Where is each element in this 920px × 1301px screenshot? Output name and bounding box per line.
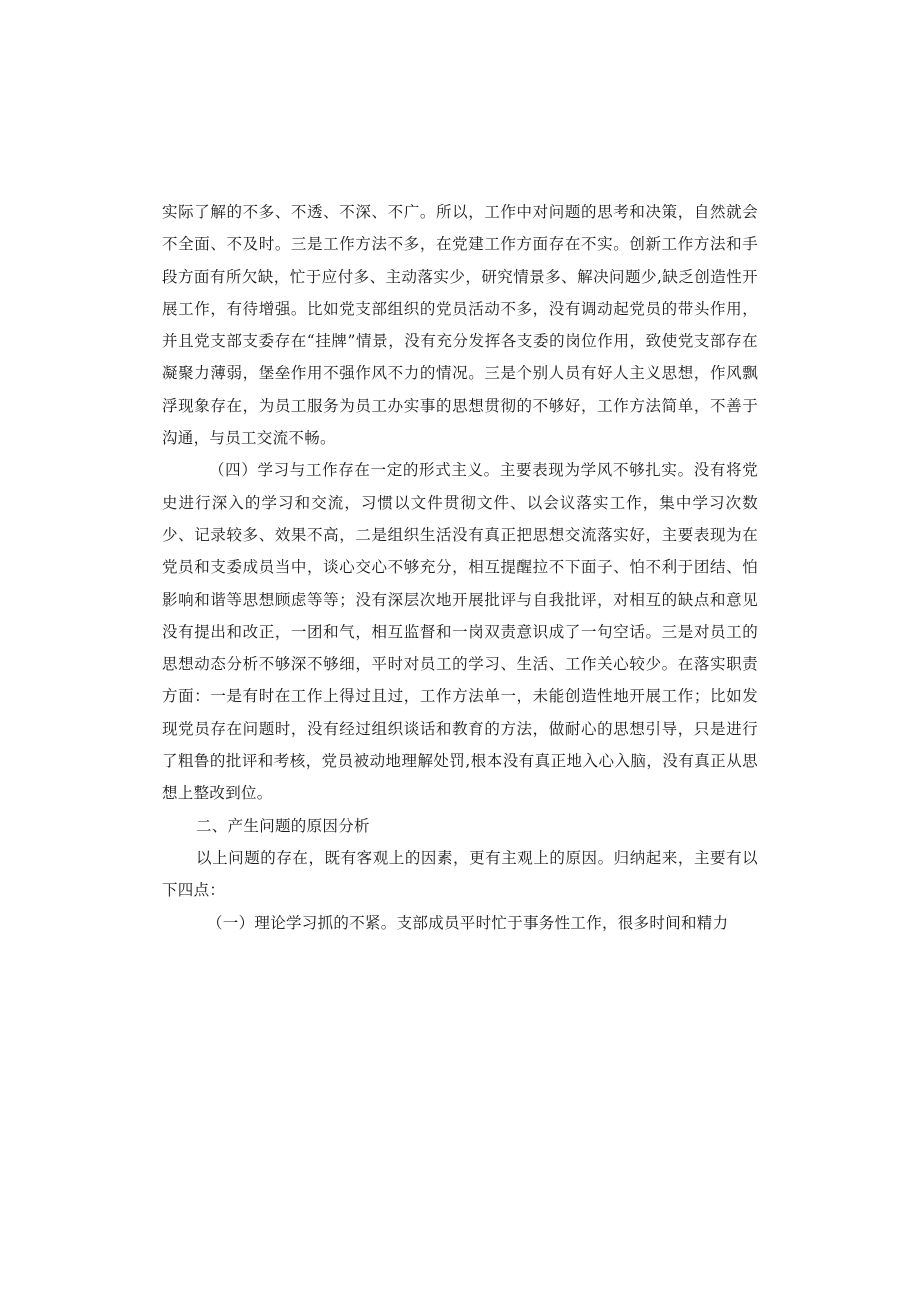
paragraph-cause-summary: 以上问题的存在，既有客观上的因素，更有主观上的原因。归纳起来，主要有以下四点： <box>162 848 758 900</box>
document-body <box>162 196 758 939</box>
paragraph-continuation: 实际了解的不多、不透、不深、不广。所以，工作中对问题的思考和决策，自然就会不全面、不及时。三是工作方法不多，在党建工作方面存在不实。创新工作方法和手段方面有所欠缺，忙于应付多、主动落实少，研究情景多、解决问题少,缺乏创造性开展工作，有待增强。比如党支部组织的党员活动不多，没有调动起党员的带头作用，并且党支部支委存在“挂牌”情景，没有充分发挥各支委的岗位作用，致使党支部存在凝聚力薄弱，堡垒作用不强作风不力的情况。三是个别人员有好人主义思想，作风飘浮现象存在，为员工服务为员工办实事的思想贯彻的不够好，工作方法简单，不善于沟通，与员工交流不畅。 <box>162 203 758 448</box>
section-heading-cause-analysis: 二、产生问题的原因分析 <box>196 816 370 835</box>
paragraph-section-4: （四）学习与工作存在一定的形式主义。主要表现为学风不够扎实。没有将党史进行深入的学习和交流，习惯以文件贯彻文件、以会议落实工作，集中学习次数少、记录较多、效果不高，二是组织生活没有真正把思想交流落实好，主要表现为在党员和支委成员当中，谈心交心不够充分，相互提醒拉不下面子、怕不利于团结、怕影响和谐等思想顾虑等等；没有深层次地开展批评与自我批评，对相互的缺点和意见没有提出和改正，一团和气，相互监督和一岗双责意识成了一句空话。三是对员工的思想动态分析不够深不够细，平时对员工的学习、生活、工作关心较少。在落实职责方面：一是有时在工作上得过且过，工作方法单一，未能创造性地开展工作；比如发现党员存在问题时，没有经过组织谈话和教育的方法，做耐心的思想引导，只是进行了粗鲁的批评和考核，党员被动地理解处罚,根本没有真正地入心入脑，没有真正从思想上整改到位。 <box>162 461 758 803</box>
paragraph-subsection-1: （一）理论学习抓的不紧。支部成员平时忙于事务性工作，很多时间和精力 <box>207 913 729 932</box>
